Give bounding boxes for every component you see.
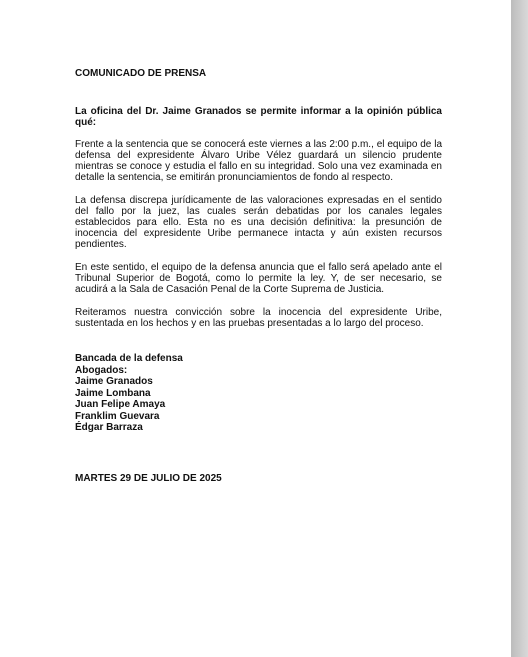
lawyer-name: Édgar Barraza <box>75 422 143 433</box>
document-date: MARTES 29 DE JULIO DE 2025 <box>75 472 222 484</box>
signature-block <box>75 353 442 434</box>
page-edge-shadow <box>511 0 528 657</box>
paragraph-3: En este sentido, el equipo de la defensa anuncia que el fallo será apelado ante el Tribunal Superior de Bogotá, como lo permite la ley. Y, de ser necesario, se acudirá a la Sala de Casación Penal de la Corte Suprema de Justicia. <box>75 262 442 295</box>
lawyer-name: Franklim Guevara <box>75 410 160 422</box>
signature-group: Bancada de la defensa <box>75 353 183 364</box>
lawyer-name: Jaime Granados <box>75 376 153 387</box>
signature-label: Abogados: <box>75 364 128 376</box>
paragraph-4: Reiteramos nuestra convicción sobre la inocencia del expresidente Uribe, sustentada en los hechos y en las pruebas presentadas a lo largo del proceso. <box>75 307 442 329</box>
lawyer-name: Jaime Lombana <box>75 387 151 399</box>
paragraph-1: Frente a la sentencia que se conocerá este viernes a las 2:00 p.m., el equipo de la defensa del expresidente Álvaro Uribe Vélez guardará un silencio prudente mientras se conoce y estudia el fallo en su integridad. Solo una vez examinada en detalle la sentencia, se emitirán pronunciamientos de fondo al respecto. <box>75 139 442 183</box>
lawyer-name: Juan Felipe Amaya <box>75 399 166 410</box>
document-heading: COMUNICADO DE PRENSA <box>75 68 207 79</box>
document-body <box>75 68 442 484</box>
paragraph-2: La defensa discrepa jurídicamente de las valoraciones expresadas en el sentido del fallo por la juez, las cuales serán debatidas por los canales legales establecidos para ello. Esta no es una decisión definitiva: la presunción de inocencia del expresidente Uribe permanece intacta y aún existen recursos pendientes. <box>75 195 442 250</box>
intro-statement: La oficina del Dr. Jaime Granados se permite informar a la opinión pública qué: <box>75 106 442 128</box>
